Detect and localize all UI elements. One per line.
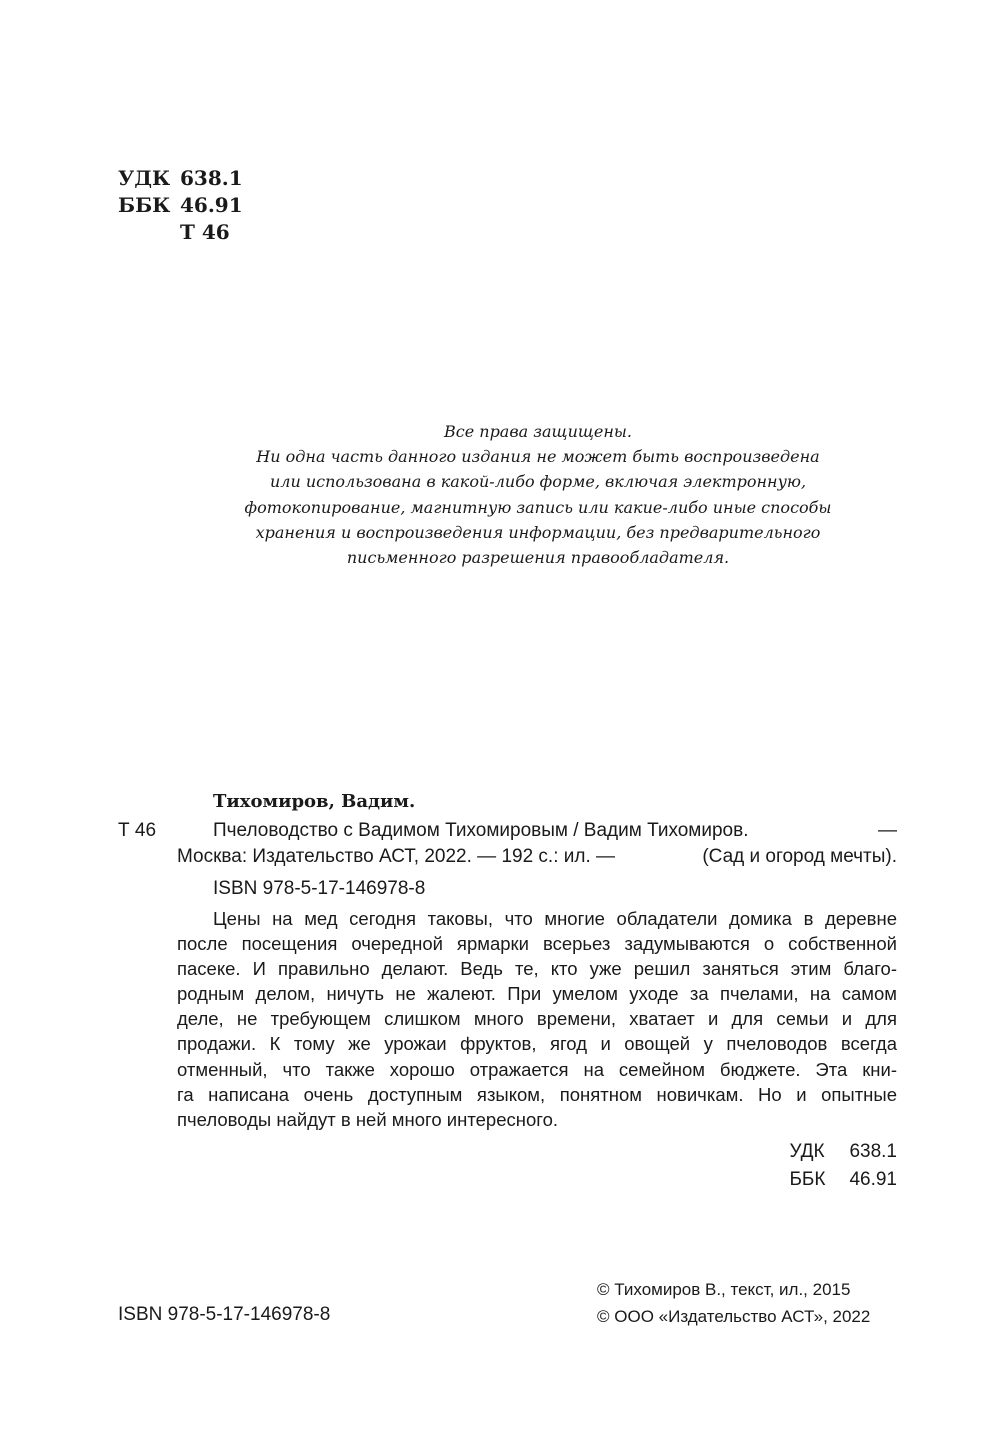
annotation-line: га написана очень доступным языком, понятном новичкам. Но и опытные [177, 1083, 897, 1105]
record-title [177, 818, 897, 870]
author-mark: Т 46 [180, 220, 230, 244]
record-bbk-row [789, 1166, 897, 1194]
record-author: Тихомиров, Вадим. [213, 791, 416, 812]
copyright-block [597, 1276, 870, 1330]
rights-line: Все права защищены. [443, 422, 633, 441]
record-bbk-value: 46.91 [849, 1169, 897, 1190]
rights-notice [200, 419, 876, 570]
record-udk-row [789, 1138, 897, 1166]
author-mark-row [118, 219, 243, 246]
udk-label: УДК [118, 166, 171, 190]
rights-line: или использована в какой-либо форме, включая электронную, [269, 472, 807, 492]
annotation-line: пасеке. И правильно делают. Ведь те, кто уже решил заняться этим благо- [177, 958, 897, 980]
record-title-line [177, 818, 897, 844]
record-publication-line [177, 844, 897, 870]
record-title-dash: — [878, 820, 897, 841]
record-publication-text: Москва: Издательство АСТ, 2022. — 192 с.: ил. — [177, 846, 616, 867]
record-title-text: Пчеловодство с Вадимом Тихомировым / Вадим Тихомиров. [213, 820, 749, 841]
record-series: (Сад и огород мечты). [702, 846, 897, 867]
annotation-line: родным делом, ничуть не жалеют. При умелом уходе за пчелами, на самом [177, 983, 897, 1005]
record-udk-value: 638.1 [849, 1141, 897, 1162]
bbk-row [118, 192, 243, 219]
record-classification [789, 1138, 897, 1194]
classification-block [118, 165, 243, 246]
record-author-mark: Т 46 [118, 820, 157, 841]
udk-row [118, 165, 243, 192]
annotation-line: продажи. К тому же урожаи фруктов, ягод и овощей у пчеловодов всегда [177, 1033, 897, 1055]
annotation-line: после посещения очередной ярмарки всерьез задумываются о собственной [177, 933, 897, 955]
copyright-publisher: © ООО «Издательство АСТ», 2022 [597, 1307, 871, 1326]
footer-isbn: ISBN 978-5-17-146978-8 [118, 1304, 331, 1325]
annotation-line: пчеловоды найдут в ней много интересного. [177, 1108, 559, 1130]
annotation-line: отменный, что также хорошо отражается на семейном бюджете. Эта кни- [177, 1058, 897, 1080]
copyright-author: © Тихомиров В., текст, ил., 2015 [597, 1280, 851, 1299]
annotation-line: Цены на мед сегодня таковы, что многие обладатели домика в деревне [213, 908, 897, 929]
rights-line: Ни одна часть данного издания не может быть воспроизведена [256, 447, 820, 467]
record-annotation [177, 906, 897, 1132]
annotation-line: деле, не требующем слишком много времени, хватает и для семьи и для [177, 1008, 897, 1030]
rights-line: хранения и воспроизведения информации, без предварительного [255, 522, 821, 542]
rights-line: письменного разрешения правообладателя. [346, 548, 730, 568]
bbk-value: 46.91 [180, 193, 243, 217]
rights-line: фотокопирование, магнитную запись или какие-либо иные способы [244, 497, 832, 517]
bbk-label: ББК [118, 193, 171, 217]
record-bbk-label: ББК [789, 1169, 826, 1190]
record-udk-label: УДК [789, 1141, 825, 1162]
record-isbn: ISBN 978-5-17-146978-8 [213, 878, 426, 899]
udk-value: 638.1 [180, 166, 243, 190]
